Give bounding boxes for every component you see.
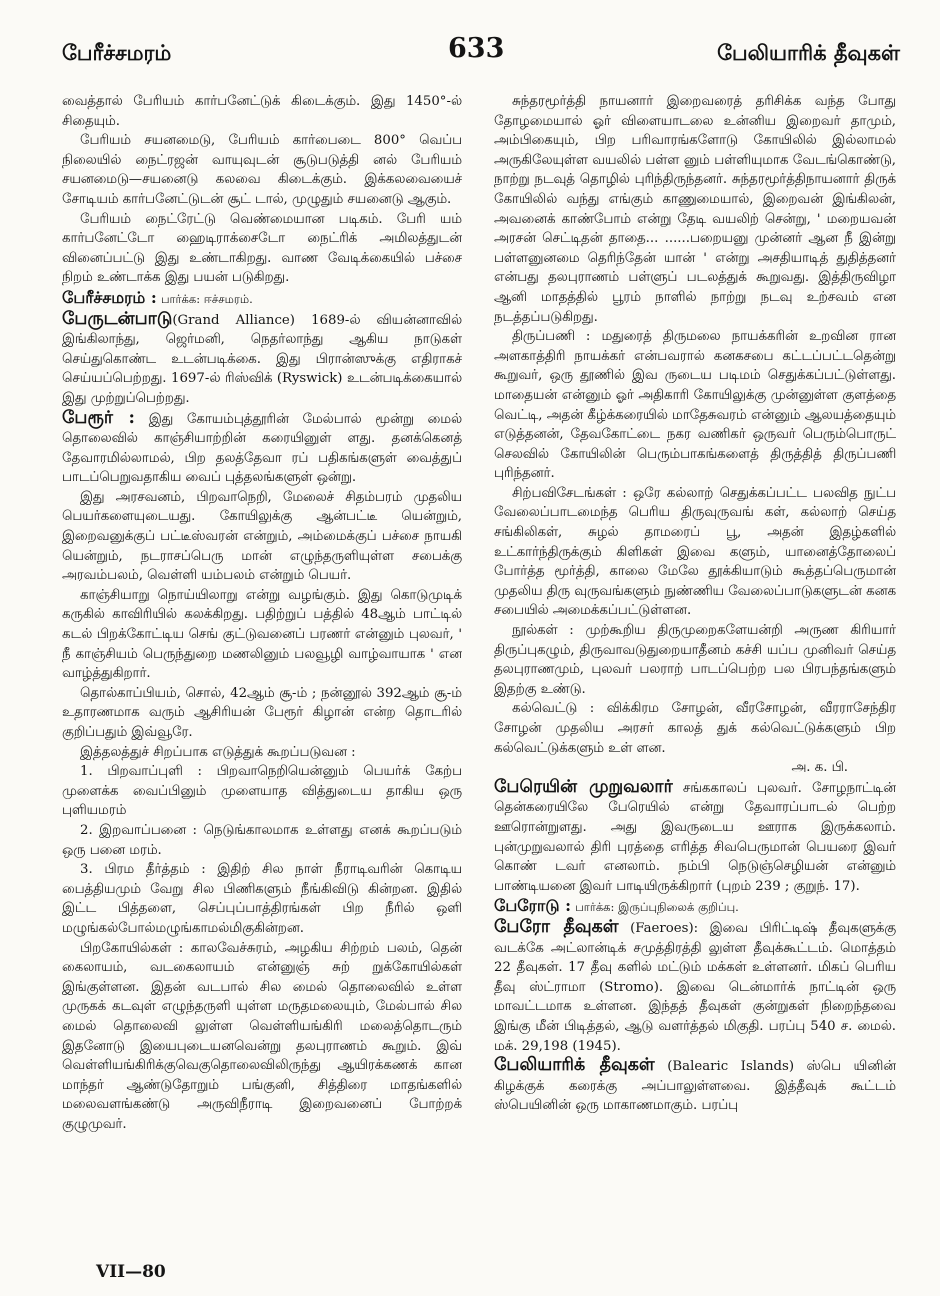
paragraph: தொல்காப்பியம், சொல், 42ஆம் சூ-ம் ; நன்னூல் 392ஆம் சூ-ம் உதாரணமாக வரும் ஆசிரியன் பேரூர் கிழான் என்ற தொடரில் குறிப்பதும் இவ்வூரே. <box>62 685 462 740</box>
paragraph: பேரியம் சயனமைடு, பேரியம் கார்பைடை 800° வெப்ப நிலையில் நைட்ரஜன் வாயுவுடன் சூடுபடுத்தி னல் பேரியம் சயனமைடு—சயனைடு கலவை கிடைக்கும். இக்கலவையைச் சோடியம் கார்பனேட்டுடன் சூட் டால், முழுதும் சயனைடு ஆகும். <box>62 133 462 207</box>
entry-headword: பேருடன்பாடு <box>62 308 173 329</box>
paragraph: இது அரசவனம், பிறவாநெறி, மேலைச் சிதம்பரம் முதலிய பெயர்களையுடையது. கோயிலுக்கு ஆன்பட்டீ யென்றும், இறைவனுக்குப் பட்டீஸ்வரன் என்றும், அம்மைக்குப் பச்சை நாயகி யென்றும், நடராசப்பெரு மான் எழுந்தருளியுள்ள சபைக்கு அரவம்பலம், வெள்ளி யம்பலம் என்றும் பெயர். <box>62 489 462 584</box>
entry-headword: பேரோடு : <box>494 896 572 916</box>
paragraph: பிறகோயில்கள் : காலவேச்சுரம், அழகிய சிற்றம் பலம், தென் கைலாயம், வடகைலாயம் என்னுஞ் சுற் றுக்கோயில்கள் இங்குள்ளன. இதன் வடபால் சில மைல் தொலைவில் உள்ள முருகக் கடவுள் எழுந்தருளி யுள்ள மருதமலையும், மேல்பால் சில மைல் தொலைவி லுள்ள வெள்ளியங்கிரி மலைத்தொடரும் இதனோடு இயைபுடையனவென்று தலபுராணம் கூறும். இவ் வெள்ளியங்கிரிக்குவெகுதொலைவிலிருந்து ஆயிரக்கணக் கான மாந்தர் ஆண்டுதோறும் பங்குனி, சித்திரை மாதங்களில் மலைவளங்கண்டு அருவிநீராடி இறைவனைப் போற்றக் குழுமுவர். <box>62 940 462 1132</box>
entry-perodu <box>494 896 896 918</box>
entry-pereyin-muruvalar <box>494 778 896 897</box>
paragraph: நூல்கள் : முற்கூறிய திருமுறைகளேயன்றி அருண கிரியார் திருப்புகழும், திருவாவடுதுறையாதீனம் கச்சி யப்ப முனிவர் செய்த தலபுராணமும், புலவர் பலராற் பாடப்பெற்ற பல பிரபந்தங்களும் இதற்கு உண்டு. <box>494 623 896 697</box>
left-column <box>62 92 462 1262</box>
paragraph: திருப்பணி : மதுரைத் திருமலை நாயக்கரின் உறவின ரான அளகாத்திரி நாயக்கர் என்பவரால் கனகசபை கட்டப்பட்டதென்று கூறுவர், ஒரு தூணில் இவ ருடைய படிமம் செதுக்கப்பட்டுள்ளது. மாதையன் என்னும் ஓர் அதிகாரி கோயிலுக்கு முன்னுள்ள குளத்தை வெட்டி, அதன் கீழ்க்கரையில் மாதேசுவரம் என்னும் ஆலயத்தையும் எடுத்தனன், தேவகோட்டை நகர வணிகர் ஒருவர் பெரும்பொருட் செலவில் கோயிலின் பெரும்பாகங்களைத் திருத்தித் திருப்பணி புரிந்தனர். <box>494 329 896 482</box>
entry-headword: பேரெயின் முறுவலார் <box>494 776 673 797</box>
entry-text: (Grand Alliance) 1689-ல் வியன்னாவில் இங்கிலாந்து, ஜெர்மனி, நெதர்லாந்து ஆகிய நாடுகள் செய்துகொண்ட உடன்படிக்கை. இது பிரான்ஸுக்கு எதிராகச் செய்யப்பெற்றது. 1697-ல் ரிஸ்விக் (Ryswick) உடன்படிக்கையால் இது முற்றுப்பெற்றது. <box>62 312 462 406</box>
paragraph: சிற்பவிசேடங்கள் : ஒரே கல்லாற் செதுக்கப்பட்ட பலவித நுட்ப வேலைப்பாடமைந்த பெரிய திருவுருவங் கள், கல்லாற் செய்த சங்கிலிகள், சுழல் தாமரைப் பூ, அதன் இதழ்களில் உட்கார்ந்திருக்கும் கிளிகள் இவை களும், யானைத்தோலைப் போர்த்த மூர்த்தி, காலை மேலே தூக்கியாடும் கூத்தப்பெருமான் முதலிய திரு வுருவங்களும் நுண்ணிய வேலைப்பாடுகளுடன் கனக சபையில் அமைக்கப்பட்டுள்ளன. <box>494 485 896 619</box>
entry-faeroes <box>494 918 896 1056</box>
paragraph: பேரியம் நைட்ரேட்டு வெண்மையான படிகம். பேரி யம் கார்பனேட்டோ ஹைடிராக்சைடோ நைட்ரிக் அமிலத்துடன் வினைப்பட்டு இது உண்டாகிறது. வாண வேடிக்கையில் பச்சை நிறம் உண்டாக்க இது பயன் படுகிறது. <box>62 211 462 286</box>
see-also: பார்க்க: ஈச்சமரம். <box>160 291 253 306</box>
paragraph: காஞ்சியாறு நொய்யிலாறு என்று வழங்கும். இது கொடுமுடிக் கருகில் காவிரியில் கலக்கிறது. பதிற்றுப் பத்தில் 48ஆம் பாட்டில் கடல் பிறக்கோட்டிய செங் குட்டுவனைப் பரணர் என்னும் புலவர், ' நீ காஞ்சியம் பெருந்துறை மணலினும் பலவூழி வாழ்வாயாக ' என வாழ்த்துகிறார். <box>62 587 462 682</box>
entry-grand-alliance <box>62 310 462 409</box>
entry-headword: பேலியாரிக் தீவுகள் <box>494 1055 655 1076</box>
entry-text: (Faeroes): இவை பிரிட்டிஷ் தீவுகளுக்கு வடக்கே அட்லான்டிக் சமுத்திரத்தி லுள்ள தீவுக்கூட்டம். மொத்தம் 22 தீவுகள். 17 தீவு களில் மட்டும் மக்கள் உள்ளனர். மிகப் பெரிய தீவு ஸ்ட்ராமா (Stromo). இவை டென்மார்க் நாட்டின் ஒரு மாவட்டமாக உள்ளன. இந்தத் தீவுகள் குன்றுகள் நிறைந்தவை இங்கு மீன் பிடித்தல், ஆடு வளர்த்தல் மிகுதி. பரப்பு 540 ச. மைல். மக். 29,198 (1945). <box>494 920 896 1054</box>
entry-text: சங்ககாலப் புலவர். சோழநாட்டின் தென்கரையிலே பேரெயில் என்று தேவாரப்பாடல் பெற்ற ஊரொன்றுளது. அது இவருடைய ஊராக இருக்கலாம். புன்முறுவலால் திரி புரத்தை எரித்த சிவபெருமான் பெயரை இவர் கொண் டவர் எனலாம். நம்பி நெடுஞ்செழியன் என்னும் பாண்டியனை இவர் பாடியிருக்கிறார் (புறம் 239 ; குறுந். 17). <box>494 780 896 894</box>
entry-headword: பேரூர் : <box>62 407 135 428</box>
entry-balearic-islands <box>494 1056 896 1116</box>
entry-text: (Balearic Islands) ஸ்பெ யினின் கிழக்குக் கரைக்கு அப்பாலுள்ளவை. இத்தீவுக் கூட்டம் ஸ்பெயினின் ஒரு மாகாணமாகும். பரப்பு <box>494 1059 896 1114</box>
right-column <box>494 92 896 1262</box>
entry-perichamaram <box>62 288 462 310</box>
list-item: 3. பிரம தீர்த்தம் : இதிற் சில நாள் நீராடிவரின் கொடிய பைத்தியமும் வேறு சில பிணிகளும் நீங்கிவிடு கின்றன. இதில் இட்ட பித்தளை, செப்புப்பாத்திரங்கள் பிற நீரில் ஒளி மழுங்கல்போல்மழுங்காமல்மிகுகின்றன. <box>62 862 462 936</box>
see-also: பார்க்க: இருப்புநிலைக் குறிப்பு. <box>575 900 739 915</box>
volume-signature: VII—80 <box>96 1262 166 1282</box>
page-number: 633 <box>448 33 505 64</box>
paragraph: கல்வெட்டு : விக்கிரம சோழன், வீரசோழன், வீரராசேந்திர சோழன் முதலிய அரசர் காலத் துக் கல்வெட்டுக்களும் பிற கல்வெட்டுக்களும் உள் ளன. <box>494 701 896 756</box>
author-initials: அ. க. பி. <box>791 760 848 776</box>
paragraph: சுந்தரமூர்த்தி நாயனார் இறைவரைத் தரிசிக்க வந்த போது தோழமையால் ஓர் விளையாடலை உன்னிய இறைவர் தாமும், அம்பிகையும், பிற பரிவாரங்களோடு கோயிலில் இல்லாமல் அருகிலேயுள்ள வயலில் பள்ள னும் பள்ளியுமாக வேடங்கொண்டு, நாற்று நடவுத் தொழில் புரிந்திருந்தனர். சுந்தரமூர்த்திநாயனார் திருக் கோயிலில் வந்து எங்கும் காணுமையால், இறைவன் இங்கிலன், அவனைக் காண்போம் என்று தேடி வயலிற் சென்று, ' மறையவன் அரசன் செட்டிதன் தாதை... ......பறையனு முன்னர் ஆன நீ இன்று பள்ளனுனமை தெரிந்தேன் யான் ' என்று அசதியாடித் துதித்தனர் என்பது தலபுராணம் பள்ளுப் படலத்துக் கூறுவது. இத்திருவிழா ஆனி மாதத்தில் பூரம் நாளில் நாற்று நடவு உற்சவம் என நடத்தப்படுகிறது. <box>494 94 896 325</box>
paragraph: வைத்தால் பேரியம் கார்பனேட்டுக் கிடைக்கும். இது 1450°-ல் சிதையும். <box>62 94 462 129</box>
list-item: 2. இறவாப்பனை : நெடுங்காலமாக உள்ளது எனக் கூறப்படும் ஒரு பனை மரம். <box>62 822 462 858</box>
entry-text: இது கோயம்புத்தூரின் மேல்பால் மூன்று மைல் தொலைவில் காஞ்சியாற்றின் கரையினுள் ளது. தனக்கெனத் தேவாரமில்லாமல், பிற தலத்தேவா ரப் பதிகங்களுள் வைத்துப் பாடப்பெறுவதாகிய வைப் புத்தலங்களுள் ஒன்று. <box>62 411 462 486</box>
paragraph: இத்தலத்துச் சிறப்பாக எடுத்துக் கூறப்படுவன : <box>80 744 356 760</box>
list-item: 1. பிறவாப்புளி : பிறவாநெறியென்னும் பெயர்க் கேற்ப முளைக்க வைப்பினும் முளையாத வித்துடைய தாகிய ஒரு புளியமரம் <box>62 764 462 819</box>
running-head-right: பேலியாரிக் தீவுகள் <box>717 40 900 65</box>
entry-perur <box>62 409 462 488</box>
entry-headword: பேரோ தீவுகள் <box>494 916 619 937</box>
running-head-left: பேரீச்சமரம் <box>62 40 172 65</box>
entry-headword: பேரீச்சமரம் : <box>62 287 157 307</box>
